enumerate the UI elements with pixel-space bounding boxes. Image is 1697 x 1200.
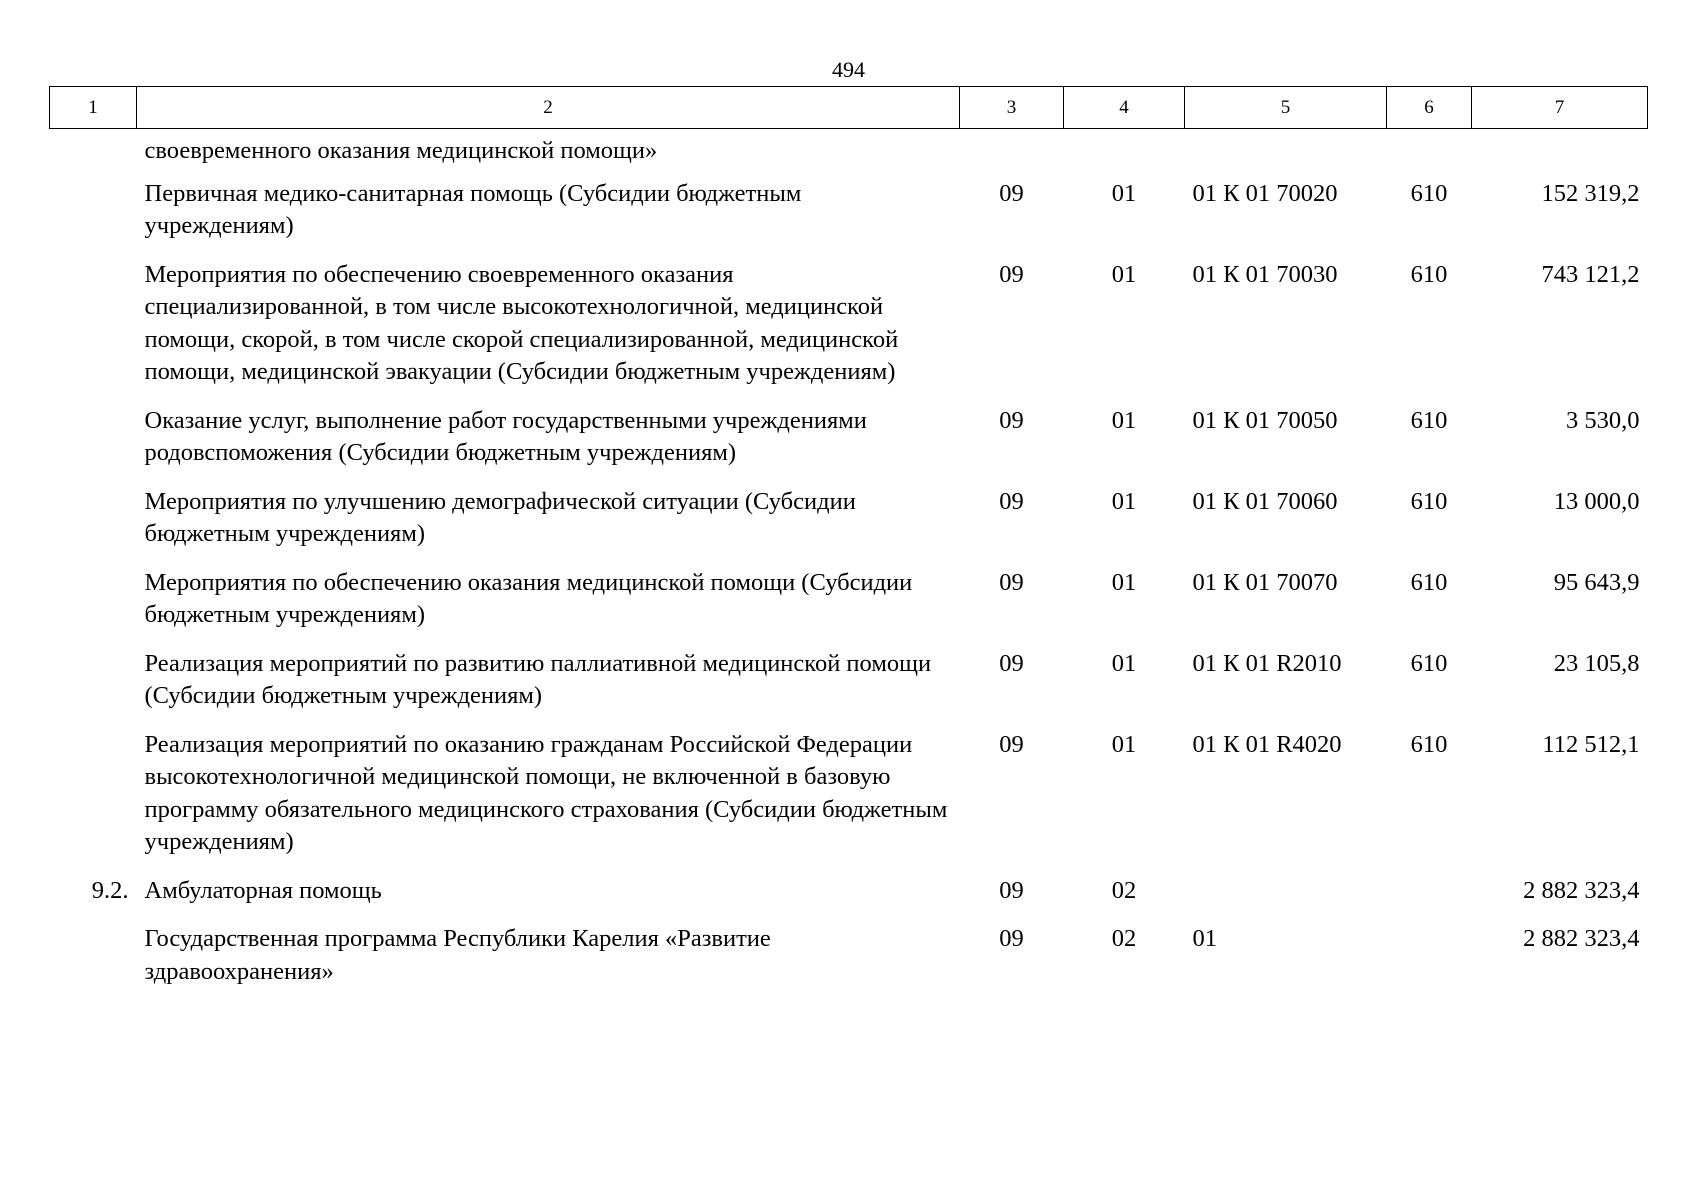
- row-target-article: 01 К 01 70070: [1192, 568, 1338, 596]
- row-subsection: 02: [1111, 925, 1137, 952]
- row-amount: 152 319,2: [1541, 179, 1640, 207]
- header-col-2: 2: [137, 87, 960, 129]
- row-expense-type: 610: [1410, 568, 1448, 596]
- row-target-article: [1185, 875, 1387, 924]
- row-amount: 112 512,1: [1542, 730, 1640, 758]
- row-name: Реализация мероприятий по оказанию гражданам Российской Федерации высокотехнологичной медицинской помощи, не включенной в базовую программу обязательного медицинского страхования (Субсидии бюджетным учреждениям): [144, 730, 948, 855]
- row-section: 09: [999, 179, 1024, 207]
- header-col-7: 7: [1472, 87, 1648, 129]
- row-subsection: 01: [1111, 260, 1137, 288]
- row-name: своевременного оказания медицинской помощи»: [144, 137, 658, 164]
- row-target-article: 01 К 01 70030: [1192, 260, 1338, 288]
- page-number: 494: [832, 57, 865, 82]
- row-target-article: 01: [1192, 925, 1217, 952]
- table-header: [50, 87, 1648, 129]
- table-row: [50, 486, 1648, 567]
- row-subsection: 01: [1111, 730, 1137, 758]
- table-body: [50, 129, 1648, 1005]
- row-target-article: 01 К 01 70050: [1192, 406, 1338, 434]
- row-expense-type: [1387, 923, 1472, 1004]
- header-col-6: 6: [1387, 87, 1472, 129]
- row-number: [50, 405, 137, 486]
- row-expense-type: 610: [1410, 406, 1448, 434]
- row-number: [50, 648, 137, 729]
- table-row: [50, 875, 1648, 924]
- table-row: [50, 259, 1648, 405]
- row-number: [50, 729, 137, 875]
- row-number: [50, 486, 137, 567]
- row-amount: [1472, 129, 1648, 178]
- header-row: [50, 87, 1648, 129]
- row-target-article: 01 К 01 70060: [1192, 487, 1338, 515]
- row-name: Мероприятия по обеспечению оказания медицинской помощи (Субсидии бюджетным учреждениям): [144, 568, 913, 628]
- row-section: 09: [999, 925, 1024, 952]
- row-target-article: 01 К 01 70020: [1192, 179, 1338, 207]
- row-section: 09: [999, 876, 1024, 904]
- row-name: Амбулаторная помощь: [144, 876, 382, 904]
- row-name: Первичная медико-санитарная помощь (Субсидии бюджетным учреждениям): [144, 179, 802, 239]
- table-row: [50, 648, 1648, 729]
- header-col-5: 5: [1185, 87, 1387, 129]
- table-row: [50, 178, 1648, 259]
- row-subsection: [1064, 129, 1185, 178]
- row-amount: 743 121,2: [1541, 260, 1640, 288]
- row-section: [960, 129, 1064, 178]
- row-subsection: 01: [1111, 406, 1137, 434]
- table-row: [50, 923, 1648, 1004]
- row-number: [50, 259, 137, 405]
- row-amount: 2 882 323,4: [1523, 925, 1640, 952]
- row-number: [50, 129, 137, 178]
- row-number: [50, 923, 137, 1004]
- row-number: 9.2.: [91, 876, 129, 904]
- row-amount: 95 643,9: [1553, 568, 1640, 596]
- row-section: 09: [999, 649, 1024, 677]
- row-expense-type: 610: [1410, 487, 1448, 515]
- row-section: 09: [999, 406, 1024, 434]
- header-col-1: 1: [50, 87, 137, 129]
- table-row: [50, 567, 1648, 648]
- row-expense-type: 610: [1410, 730, 1448, 758]
- row-name: Государственная программа Республики Карелия «Развитие здравоохранения»: [144, 925, 771, 985]
- row-amount: 3 530,0: [1566, 406, 1640, 434]
- row-section: 09: [999, 487, 1024, 515]
- row-target-article: 01 К 01 R2010: [1192, 649, 1342, 677]
- row-amount: 23 105,8: [1553, 649, 1640, 677]
- row-name: Мероприятия по обеспечению своевременного оказания специализированной, в том числе высокотехнологичной, медицинской помощи, скорой, в том числе скорой специализированной, медицинской помощи, медицинской эвакуации (Субсидии бюджетным учреждениям): [144, 260, 899, 385]
- row-section: 09: [999, 260, 1024, 288]
- row-name: Мероприятия по улучшению демографической ситуации (Субсидии бюджетным учреждениям): [144, 487, 856, 547]
- row-number: [50, 567, 137, 648]
- table-row: [50, 129, 1648, 178]
- header-col-4: 4: [1064, 87, 1185, 129]
- row-subsection: 01: [1111, 649, 1137, 677]
- row-amount: 13 000,0: [1553, 487, 1640, 515]
- row-number: [50, 178, 137, 259]
- row-subsection: 02: [1111, 876, 1137, 904]
- row-subsection: 01: [1111, 487, 1137, 515]
- row-name: Оказание услуг, выполнение работ государственными учреждениями родовспоможения (Субсидии бюджетным учреждениям): [144, 406, 867, 466]
- header-col-3: 3: [960, 87, 1064, 129]
- row-expense-type: [1387, 129, 1472, 178]
- table-row: [50, 405, 1648, 486]
- row-section: 09: [999, 730, 1024, 758]
- budget-table: [49, 86, 1648, 1004]
- row-section: 09: [999, 568, 1024, 596]
- row-expense-type: 610: [1410, 179, 1448, 207]
- row-amount: 2 882 323,4: [1523, 876, 1640, 904]
- row-subsection: 01: [1111, 568, 1137, 596]
- row-expense-type: [1387, 875, 1472, 924]
- row-name: Реализация мероприятий по развитию паллиативной медицинской помощи (Субсидии бюджетным учреждениям): [144, 649, 932, 709]
- table-row: [50, 729, 1648, 875]
- row-target-article: 01 К 01 R4020: [1192, 730, 1342, 758]
- row-expense-type: 610: [1410, 260, 1448, 288]
- row-subsection: 01: [1111, 179, 1137, 207]
- row-target-article: [1185, 129, 1387, 178]
- row-expense-type: 610: [1410, 649, 1448, 677]
